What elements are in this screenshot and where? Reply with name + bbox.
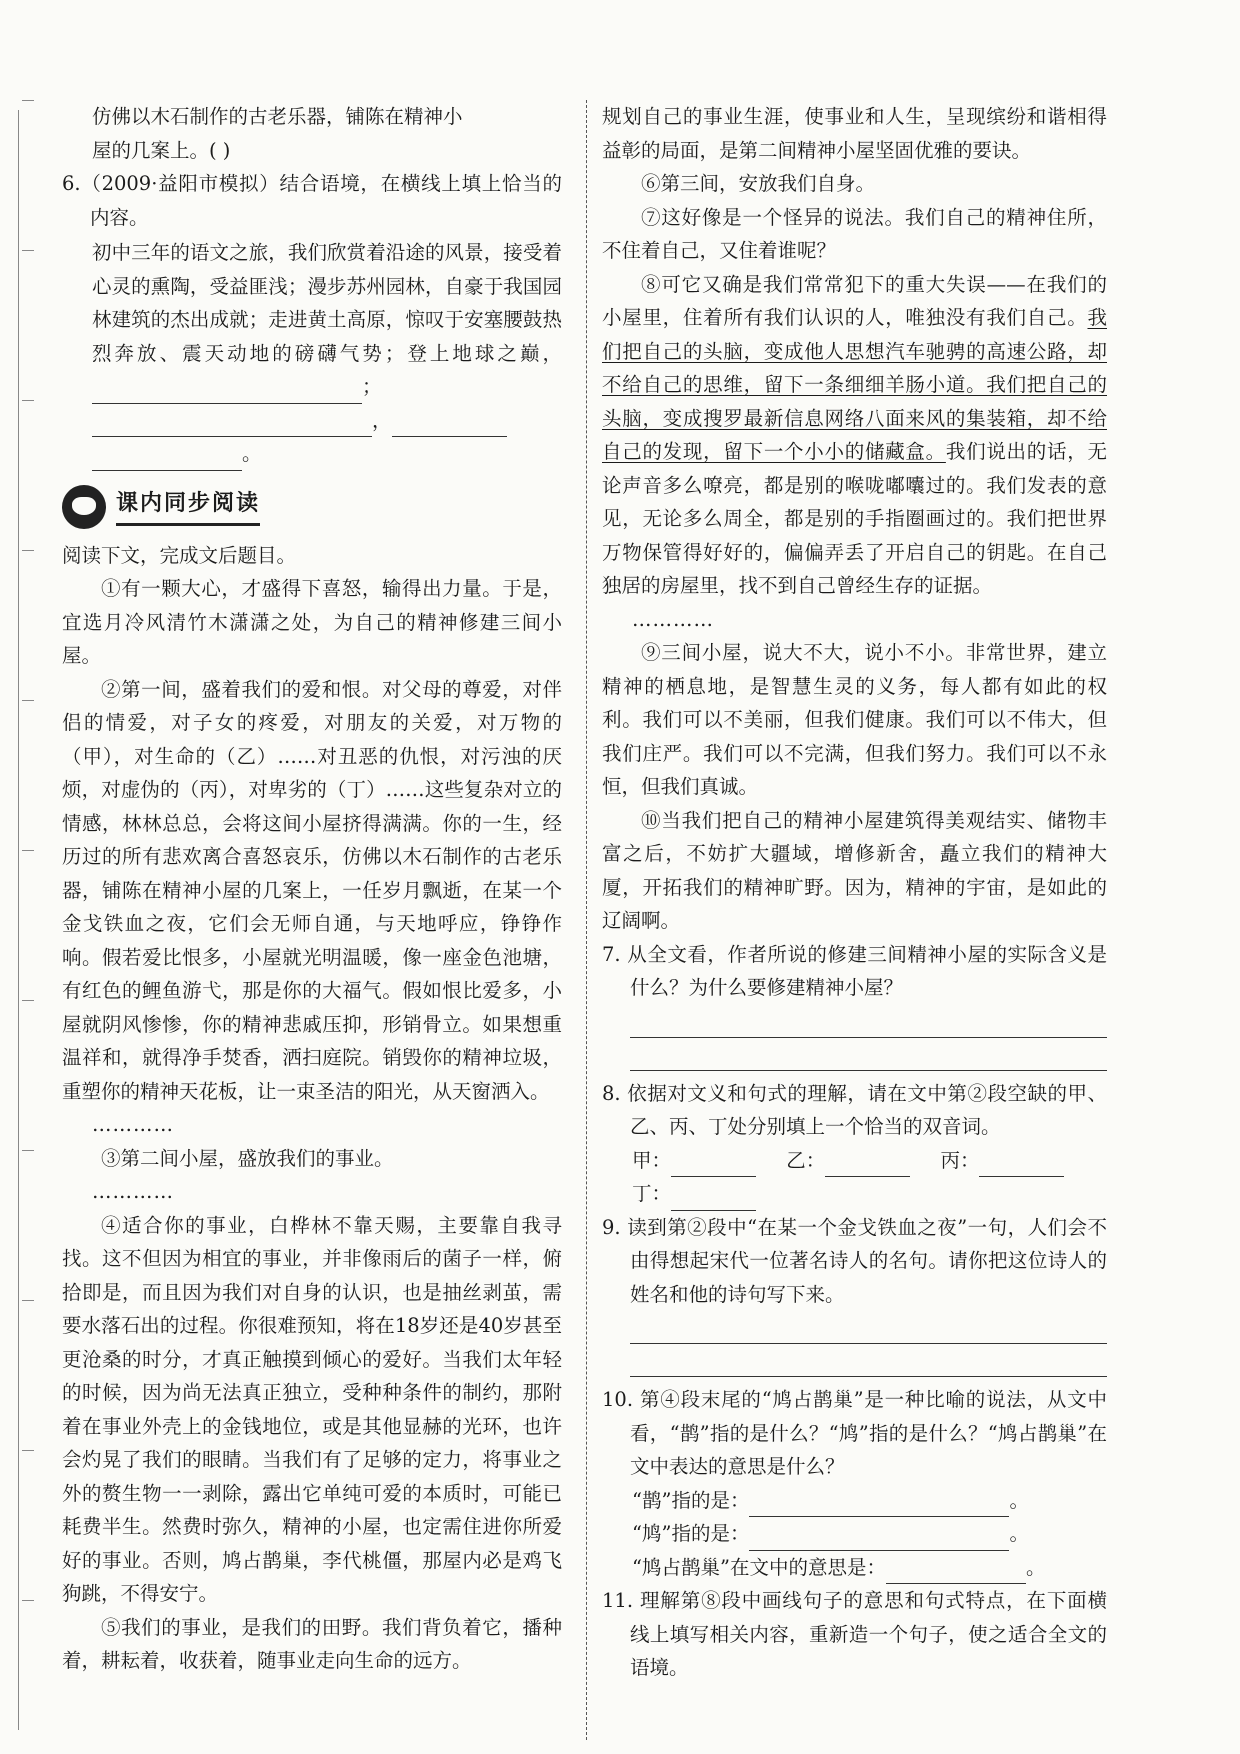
left-column bbox=[62, 100, 562, 1678]
ellipsis-1: ………… bbox=[92, 1113, 174, 1136]
section-header bbox=[62, 485, 562, 529]
right-column bbox=[602, 100, 1107, 1685]
q8-blank-ding[interactable] bbox=[671, 1188, 756, 1211]
q10-que-label: “鹊”指的是： bbox=[632, 1488, 750, 1512]
q8-label-jia: 甲： bbox=[632, 1148, 672, 1172]
q8-blank-bing[interactable] bbox=[979, 1154, 1064, 1177]
underlined-sentences: 我们把自己的头脑，变成他人思想汽车驰骋的高速公路，却不给自己的思维，留下一条细细羊肠小道。我们把自己的头脑，变成搜罗最新信息网络八面来风的集装箱，却不给自己的发现，留下一个小小的储藏盒。 bbox=[602, 306, 1107, 463]
section-title: 课内同步阅读 bbox=[116, 487, 260, 526]
margin-tick bbox=[22, 250, 34, 251]
paragraph-9: ⑨三间小屋，说大不大，说小不小。非常世界，建立精神的栖息地，是智慧生灵的义务，每人都有如此的权利。我们可以不美丽，但我们健康。我们可以不伟大，但我们庄严。我们可以不完满，但我们努力。我们可以不永恒，但我们真诚。 bbox=[602, 641, 1107, 798]
q8-label-ding: 丁： bbox=[632, 1182, 672, 1205]
paragraph-3: ③第二间小屋，盛放我们的事业。 bbox=[101, 1146, 394, 1170]
q6-punct: 。 bbox=[242, 442, 262, 465]
question-10: 10. 第④段末尾的“鸠占鹊巢”是一种比喻的说法，从文中看，“鹊”指的是什么？“鸠”指的是什么？“鸠占鹊巢”在文中表达的意思是什么？ bbox=[602, 1388, 1107, 1478]
q7-answer-line[interactable] bbox=[630, 1011, 1107, 1038]
q10-punct: 。 bbox=[1025, 1555, 1046, 1579]
margin-tick bbox=[22, 1000, 34, 1001]
q10-que-blank[interactable] bbox=[749, 1494, 1009, 1517]
reading-mascot-icon bbox=[62, 485, 106, 529]
q6-answer-blank-2[interactable] bbox=[92, 414, 372, 437]
paragraph-2: ②第一间，盛着我们的爱和恨。对父母的尊爱，对伴侣的情爱，对子女的疼爱，对朋友的关爱，对万物的（甲），对生命的（乙）……对丑恶的仇恨，对污浊的厌烦，对虚伪的（丙），对卑劣的（丁）……这些复杂对立的情感，林林总总，会将这间小屋挤得满满。你的一生，经历过的所有悲欢离合喜怒哀乐，仿佛以木石制作的古老乐器，铺陈在精神小屋的几案上，一任岁月飘逝，在某一个金戈铁血之夜，它们会无师自通，与天地呼应，铮铮作响。假若爱比恨多，小屋就光明温暖，像一座金色池塘，有红色的鲤鱼游弋，那是你的大福气。假如恨比爱多，小屋就阴风惨惨，你的精神悲戚压抑，形销骨立。如果想重温祥和，就得净手焚香，洒扫庭院。销毁你的精神垃圾，重塑你的精神天花板，让一束圣洁的阳光，从天窗洒入。 bbox=[62, 677, 562, 1103]
q6-stem: 6.（2009·益阳市模拟）结合语境，在横线上填上恰当的内容。 bbox=[62, 172, 562, 229]
paragraph-10: ⑩当我们把自己的精神小屋建筑得美观结实、储物丰富之后，不妨扩大疆域，增修新舍，矗立我们的精神大厦，开拓我们的精神旷野。因为，精神的宇宙，是如此的辽阔啊。 bbox=[602, 808, 1107, 932]
q10-meaning-blank[interactable] bbox=[886, 1561, 1026, 1584]
margin-tick bbox=[22, 1600, 34, 1601]
margin-tick bbox=[22, 700, 34, 701]
paragraph-7: ⑦这好像是一个怪异的说法。我们自己的精神住所，不住着自己，又住着谁呢？ bbox=[602, 205, 1107, 262]
q6-body: 初中三年的语文之旅，我们欣赏着沿途的风景，接受着心灵的熏陶，受益匪浅；漫步苏州园林，自豪于我国园林建筑的杰出成就；走进黄土高原，惊叹于安塞腰鼓热烈奔放、震天动地的磅礴气势；登上地球之巅， bbox=[92, 241, 562, 365]
q9-answer-line[interactable] bbox=[630, 1317, 1107, 1344]
paragraph-4: ④适合你的事业，白桦林不靠天赐，主要靠自我寻找。这不但因为相宜的事业，并非像雨后的菌子一样，俯拾即是，而且因为我们对自身的认识，也是抽丝剥茧，需要水落石出的过程。你很难预知，将在18岁还是40岁甚至更沧桑的时分，才真正触摸到倾心的爱好。当我们太年轻的时候，因为尚无法真正独立，受种种条件的制约，那附着在事业外壳上的金钱地位，或是其他显赫的光环，也许会灼晃了我们的眼睛。当我们有了足够的定力，将事业之外的赘生物一一剥除，露出它单纯可爱的本质时，可能已耗费半生。然费时弥久，精神的小屋，也定需住进你所爱好的事业。否则，鸠占鹊巢，李代桃僵，那屋内必是鸡飞狗跳，不得安宁。 bbox=[62, 1213, 562, 1605]
reading-instruction: 阅读下文，完成文后题目。 bbox=[62, 543, 297, 567]
margin-tick bbox=[22, 1150, 34, 1151]
margin-tick bbox=[22, 1300, 34, 1301]
margin-tick bbox=[22, 100, 34, 101]
question-11: 11. 理解第⑧段中画线句子的意思和句式特点，在下面横线上填写相关内容，重新造一个句子，使之适合全文的语境。 bbox=[602, 1589, 1107, 1679]
q6-punct: ， bbox=[372, 408, 392, 432]
ellipsis-3: ………… bbox=[632, 607, 714, 631]
q10-jiu-label: “鸠”指的是： bbox=[632, 1522, 750, 1545]
paragraph-8 bbox=[602, 268, 1107, 603]
q8-blank-yi[interactable] bbox=[825, 1154, 910, 1177]
q6-punct: ； bbox=[362, 375, 382, 398]
paragraph-8-text: 我们说出的话，无论声音多么嘹亮，都是别的喉咙嘟囔过的。我们发表的意见，无论多么周全，都是别的手指圈画过的。我们把世界万物保管得好好的，偏偏弄丢了开启自己的钥匙。在自己独居的房屋里，找不到自己曾经生存的证据。 bbox=[602, 440, 1107, 597]
paragraph-6: ⑥第三间，安放我们自身。 bbox=[641, 172, 876, 195]
column-divider bbox=[586, 100, 587, 1740]
q6-answer-blank-1[interactable] bbox=[92, 381, 362, 404]
margin-tick bbox=[22, 850, 34, 851]
margin-tick bbox=[22, 400, 34, 401]
question-9: 9. 读到第②段中“在某一个金戈铁血之夜”一句，人们会不由得想起宋代一位著名诗人的名句。请你把这位诗人的姓名和他的诗句写下来。 bbox=[602, 1215, 1107, 1306]
q10-punct: 。 bbox=[1009, 1522, 1029, 1545]
margin-tick bbox=[22, 1450, 34, 1451]
margin-tick bbox=[22, 550, 34, 551]
paragraph-1: ①有一颗大心，才盛得下喜怒，输得出力量。于是，宜选月冷风清竹木潇潇之处，为自己的精神修建三间小屋。 bbox=[62, 577, 562, 667]
paragraph-8-text: ⑧可它又确是我们常常犯下的重大失误——在我们的小屋里，住着所有我们认识的人，唯独没有我们自己。 bbox=[602, 272, 1107, 329]
paragraph-5: ⑤我们的事业，是我们的田野。我们背负着它，播种着，耕耘着，收获着，随事业走向生命的远方。 bbox=[62, 1615, 562, 1672]
q7-answer-line[interactable] bbox=[630, 1044, 1107, 1071]
q8-label-bing: 丙： bbox=[940, 1148, 980, 1172]
binding-margin-line bbox=[18, 110, 19, 1730]
question-8: 8. 依据对文义和句式的理解，请在文中第②段空缺的甲、乙、丙、丁处分别填上一个恰当的双音词。 bbox=[602, 1081, 1107, 1138]
ellipsis-2: ………… bbox=[92, 1180, 174, 1203]
q9-answer-line[interactable] bbox=[630, 1350, 1107, 1377]
paragraph-5-continued: 规划自己的事业生涯，使事业和人生，呈现缤纷和谐相得益彰的局面，是第二间精神小屋坚固优雅的要诀。 bbox=[602, 105, 1107, 162]
q6-answer-blank-3[interactable] bbox=[392, 414, 507, 437]
q8-blank-jia[interactable] bbox=[671, 1154, 756, 1177]
question-7: 7. 从全文看，作者所说的修建三间精神小屋的实际含义是什么？为什么要修建精神小屋？ bbox=[602, 942, 1107, 999]
q10-jiu-blank[interactable] bbox=[749, 1528, 1009, 1551]
q10-meaning-label: “鸠占鹊巢”在文中的意思是： bbox=[632, 1555, 886, 1579]
q5-tail-line-1: 仿佛以木石制作的古老乐器，铺陈在精神小 bbox=[92, 105, 463, 128]
q8-label-yi: 乙： bbox=[786, 1148, 826, 1172]
q5-tail-line-2: 屋的几案上。( ) bbox=[92, 138, 231, 162]
q10-punct: 。 bbox=[1009, 1488, 1029, 1512]
q6-answer-blank-4[interactable] bbox=[92, 448, 242, 471]
